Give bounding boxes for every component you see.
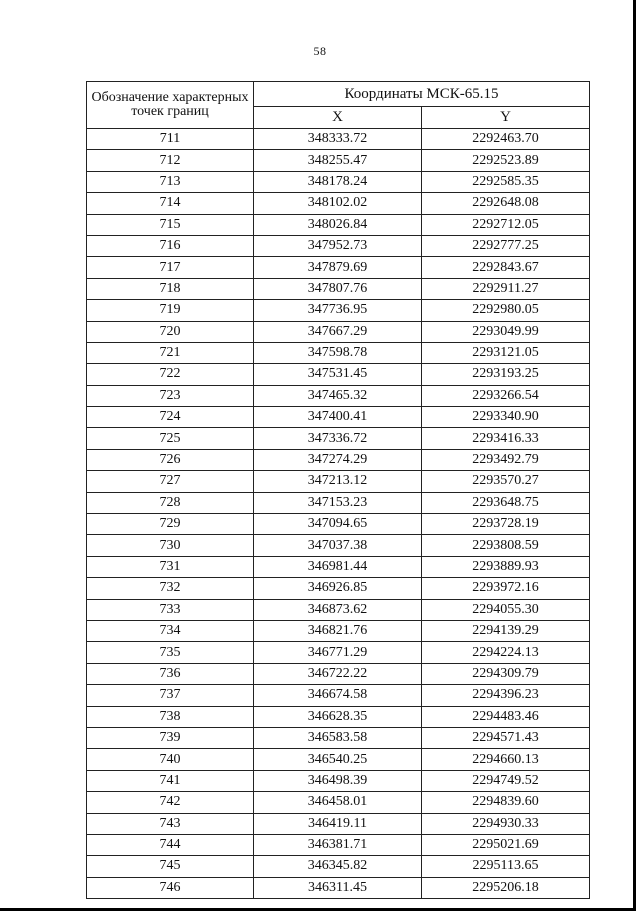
table-row (87, 364, 590, 385)
y-coordinate-cell: 2294309.79 (422, 663, 590, 684)
y-coordinate-cell: 2292777.25 (422, 235, 590, 256)
table-row (87, 278, 590, 299)
x-coordinate-cell: 347153.23 (254, 492, 422, 513)
table-row (87, 235, 590, 256)
point-cell: 721 (87, 342, 254, 363)
x-coordinate-cell: 347736.95 (254, 300, 422, 321)
y-coordinate-cell: 2292712.05 (422, 214, 590, 235)
point-cell: 720 (87, 321, 254, 342)
point-cell: 739 (87, 727, 254, 748)
y-coordinate-cell: 2294055.30 (422, 599, 590, 620)
y-coordinate-cell: 2294660.13 (422, 749, 590, 770)
point-cell: 733 (87, 599, 254, 620)
table-row (87, 642, 590, 663)
point-cell: 737 (87, 685, 254, 706)
point-cell: 713 (87, 171, 254, 192)
table-row (87, 342, 590, 363)
point-cell: 719 (87, 300, 254, 321)
x-coordinate-cell: 347531.45 (254, 364, 422, 385)
point-cell: 716 (87, 235, 254, 256)
table-row (87, 727, 590, 748)
x-coordinate-cell: 348255.47 (254, 150, 422, 171)
y-coordinate-cell: 2293570.27 (422, 471, 590, 492)
y-coordinate-cell: 2294139.29 (422, 620, 590, 641)
x-coordinate-cell: 346540.25 (254, 749, 422, 770)
x-coordinate-cell: 348333.72 (254, 129, 422, 150)
table-row (87, 514, 590, 535)
y-coordinate-cell: 2295206.18 (422, 877, 590, 898)
point-cell: 718 (87, 278, 254, 299)
page-number: 58 (313, 44, 327, 58)
point-cell: 735 (87, 642, 254, 663)
x-coordinate-cell: 346926.85 (254, 578, 422, 599)
point-cell: 734 (87, 620, 254, 641)
coordinates-table (86, 81, 590, 899)
y-coordinate-cell: 2294483.46 (422, 706, 590, 727)
table-row (87, 813, 590, 834)
x-coordinate-cell: 346981.44 (254, 556, 422, 577)
x-coordinate-cell: 346873.62 (254, 599, 422, 620)
table-row (87, 428, 590, 449)
y-coordinate-cell: 2292843.67 (422, 257, 590, 278)
x-coordinate-cell: 347879.69 (254, 257, 422, 278)
point-cell: 722 (87, 364, 254, 385)
point-cell: 732 (87, 578, 254, 599)
y-coordinate-cell: 2293266.54 (422, 385, 590, 406)
x-coordinate-cell: 347807.76 (254, 278, 422, 299)
table-row (87, 535, 590, 556)
y-coordinate-cell: 2292911.27 (422, 278, 590, 299)
y-coordinate-cell: 2295113.65 (422, 856, 590, 877)
x-coordinate-cell: 346381.71 (254, 834, 422, 855)
point-cell: 742 (87, 792, 254, 813)
table-row (87, 385, 590, 406)
x-coordinate-cell: 346498.39 (254, 770, 422, 791)
y-coordinate-cell: 2292523.89 (422, 150, 590, 171)
table-row (87, 193, 590, 214)
point-cell: 746 (87, 877, 254, 898)
point-cell: 711 (87, 129, 254, 150)
x-coordinate-cell: 347274.29 (254, 449, 422, 470)
point-cell: 723 (87, 385, 254, 406)
table-row (87, 599, 590, 620)
table-row (87, 706, 590, 727)
x-coordinate-cell: 346345.82 (254, 856, 422, 877)
x-coordinate-cell: 347598.78 (254, 342, 422, 363)
table-row (87, 792, 590, 813)
table-row (87, 556, 590, 577)
x-coordinate-cell: 346419.11 (254, 813, 422, 834)
y-coordinate-cell: 2294930.33 (422, 813, 590, 834)
point-cell: 740 (87, 749, 254, 770)
y-coordinate-cell: 2294571.43 (422, 727, 590, 748)
table-row (87, 749, 590, 770)
y-coordinate-cell: 2293121.05 (422, 342, 590, 363)
y-coordinate-cell: 2292980.05 (422, 300, 590, 321)
table-row (87, 449, 590, 470)
y-coordinate-cell: 2294396.23 (422, 685, 590, 706)
point-cell: 712 (87, 150, 254, 171)
table-header (87, 82, 590, 129)
table-row (87, 321, 590, 342)
y-coordinate-cell: 2293049.99 (422, 321, 590, 342)
point-cell: 738 (87, 706, 254, 727)
y-coordinate-cell: 2292648.08 (422, 193, 590, 214)
table-body (87, 129, 590, 899)
x-coordinate-cell: 347465.32 (254, 385, 422, 406)
header-y: Y (422, 107, 590, 129)
x-coordinate-cell: 346722.22 (254, 663, 422, 684)
point-cell: 730 (87, 535, 254, 556)
x-coordinate-cell: 346628.35 (254, 706, 422, 727)
x-coordinate-cell: 346458.01 (254, 792, 422, 813)
point-cell: 736 (87, 663, 254, 684)
point-cell: 741 (87, 770, 254, 791)
y-coordinate-cell: 2293340.90 (422, 407, 590, 428)
point-cell: 728 (87, 492, 254, 513)
y-coordinate-cell: 2293972.16 (422, 578, 590, 599)
point-cell: 714 (87, 193, 254, 214)
point-cell: 727 (87, 471, 254, 492)
x-coordinate-cell: 346583.58 (254, 727, 422, 748)
y-coordinate-cell: 2293648.75 (422, 492, 590, 513)
point-cell: 724 (87, 407, 254, 428)
table-row (87, 834, 590, 855)
table-row (87, 492, 590, 513)
x-coordinate-cell: 346674.58 (254, 685, 422, 706)
point-cell: 715 (87, 214, 254, 235)
x-coordinate-cell: 346821.76 (254, 620, 422, 641)
point-cell: 725 (87, 428, 254, 449)
point-cell: 729 (87, 514, 254, 535)
x-coordinate-cell: 346771.29 (254, 642, 422, 663)
table-row (87, 171, 590, 192)
table-row (87, 620, 590, 641)
y-coordinate-cell: 2293889.93 (422, 556, 590, 577)
table-row (87, 877, 590, 898)
point-cell: 726 (87, 449, 254, 470)
point-cell: 744 (87, 834, 254, 855)
x-coordinate-cell: 347667.29 (254, 321, 422, 342)
table-row (87, 300, 590, 321)
point-cell: 731 (87, 556, 254, 577)
y-coordinate-cell: 2293492.79 (422, 449, 590, 470)
x-coordinate-cell: 347094.65 (254, 514, 422, 535)
table-row (87, 685, 590, 706)
header-x: X (254, 107, 422, 129)
table-row (87, 471, 590, 492)
table-row (87, 257, 590, 278)
table-row (87, 129, 590, 150)
x-coordinate-cell: 348102.02 (254, 193, 422, 214)
x-coordinate-cell: 347400.41 (254, 407, 422, 428)
y-coordinate-cell: 2294839.60 (422, 792, 590, 813)
table-row (87, 407, 590, 428)
point-cell: 717 (87, 257, 254, 278)
table-row (87, 578, 590, 599)
x-coordinate-cell: 348178.24 (254, 171, 422, 192)
header-coordinates-group: Координаты МСК-65.15 (254, 82, 590, 107)
x-coordinate-cell: 346311.45 (254, 877, 422, 898)
y-coordinate-cell: 2294224.13 (422, 642, 590, 663)
table-row (87, 214, 590, 235)
y-coordinate-cell: 2293416.33 (422, 428, 590, 449)
y-coordinate-cell: 2295021.69 (422, 834, 590, 855)
y-coordinate-cell: 2293193.25 (422, 364, 590, 385)
x-coordinate-cell: 347336.72 (254, 428, 422, 449)
point-cell: 745 (87, 856, 254, 877)
y-coordinate-cell: 2293728.19 (422, 514, 590, 535)
x-coordinate-cell: 347952.73 (254, 235, 422, 256)
point-cell: 743 (87, 813, 254, 834)
x-coordinate-cell: 347213.12 (254, 471, 422, 492)
table-row (87, 150, 590, 171)
y-coordinate-cell: 2292463.70 (422, 129, 590, 150)
table-row (87, 663, 590, 684)
x-coordinate-cell: 347037.38 (254, 535, 422, 556)
table-row (87, 856, 590, 877)
x-coordinate-cell: 348026.84 (254, 214, 422, 235)
table-row (87, 770, 590, 791)
y-coordinate-cell: 2292585.35 (422, 171, 590, 192)
y-coordinate-cell: 2294749.52 (422, 770, 590, 791)
header-point-designation: Обозначение характерных точек границ (87, 82, 254, 129)
y-coordinate-cell: 2293808.59 (422, 535, 590, 556)
